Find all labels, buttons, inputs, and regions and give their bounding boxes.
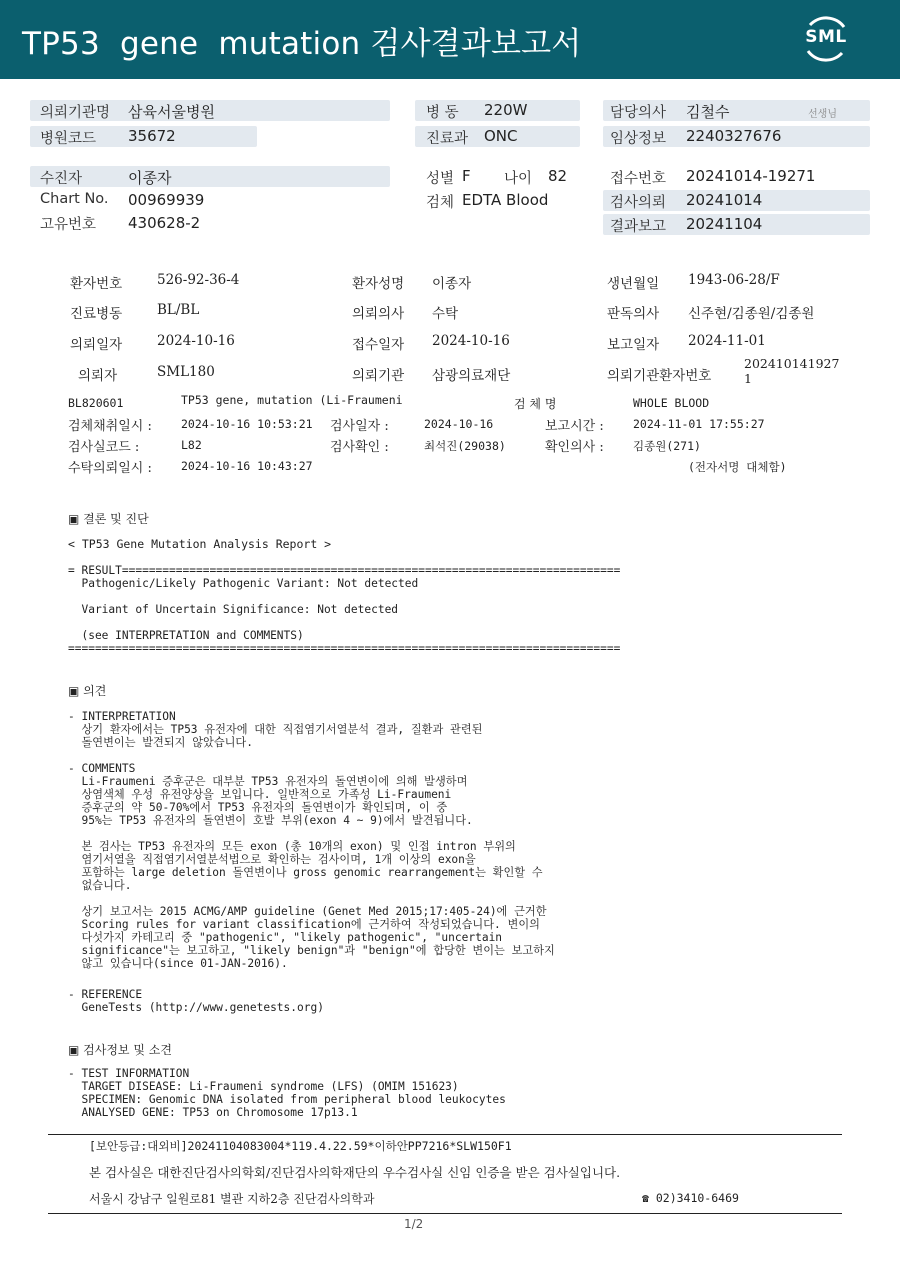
- test-date-label: 검사일자 :: [330, 419, 389, 434]
- hosp-code-value: 35672: [128, 127, 176, 145]
- esign-note: (전자서명 대체함): [688, 460, 787, 474]
- hospital-value: 삼육서울병원: [128, 103, 215, 121]
- section-conclusion-title: ▣ 결론 및 진단: [68, 512, 149, 526]
- ward2-value: BL/BL: [157, 302, 200, 318]
- pname-value: 이종자: [432, 276, 472, 292]
- pid-label: 환자번호: [70, 276, 123, 292]
- address-line: 서울시 강남구 일원로81 별관 지하2층 진단검사의학과: [89, 1192, 375, 1206]
- report-label: 결과보고: [610, 219, 667, 235]
- req-date-label: 의뢰일자: [70, 337, 123, 353]
- logo-text: SML: [805, 27, 847, 47]
- requester-label: 의뢰자: [78, 368, 118, 384]
- result-block: = RESULT========================================================================== Pathogenic/Likely Pathogenic Variant: Not detected Variant of Uncertain Significance: Not detected (see INTERPRETATION and COMMENTS) ==================================================================================: [68, 564, 621, 655]
- section-opinion-title: ▣ 의견: [68, 684, 107, 698]
- phone-line: ☎ 02)3410-6469: [642, 1191, 739, 1205]
- consign-value: 2024-10-16 10:43:27: [181, 459, 313, 473]
- pid-value: 526-92-36-4: [157, 272, 240, 288]
- sex-label: 성별: [426, 171, 455, 187]
- age-value: 82: [548, 167, 568, 185]
- read-doc-value: 신주현/김종원/김종원: [688, 306, 815, 322]
- org-pid-value-2: 1: [744, 371, 752, 386]
- footer-bottom-divider: [48, 1213, 842, 1214]
- clinical-label: 임상정보: [610, 131, 667, 147]
- req-label: 검사의뢰: [610, 195, 667, 211]
- uid-value: 430628-2: [128, 214, 201, 232]
- recv-date-label: 접수일자: [352, 337, 405, 353]
- sml-logo: [800, 13, 852, 65]
- req-org-value: 삼광의료재단: [432, 368, 511, 384]
- rep-time-value: 2024-11-01 17:55:27: [633, 417, 765, 431]
- rep-date-label: 보고일자: [607, 337, 660, 353]
- patient-row: [30, 166, 390, 187]
- certification-line: 본 검사실은 대한진단검사의학회/진단검사의학재단의 우수검사실 신임 인증을 받은 검사실입니다.: [89, 1165, 621, 1180]
- specimen-label: 검체: [426, 195, 455, 211]
- confirm-doc-label: 확인의사 :: [545, 440, 604, 455]
- section-test-info-title: ▣ 검사정보 및 소견: [68, 1043, 172, 1057]
- report-header: [0, 0, 900, 79]
- clinical-value: 2240327676: [686, 127, 782, 145]
- consign-label: 수탁의뢰일시 :: [68, 461, 152, 476]
- receipt-value: 20241014-19271: [686, 167, 816, 185]
- read-doc-label: 판독의사: [607, 306, 660, 322]
- doctor-value: 김철수: [686, 103, 730, 121]
- req-value: 20241014: [686, 191, 763, 209]
- room-label: 검사실코드 :: [68, 440, 140, 455]
- dept-value: ONC: [484, 127, 518, 145]
- report-value: 20241104: [686, 215, 763, 233]
- org-pid-value-1: 202410141927: [744, 356, 840, 371]
- confirm-value: 최석진(29038): [424, 439, 506, 453]
- test-name: TP53 gene, mutation (Li-Fraumeni: [181, 393, 403, 407]
- ward2-label: 진료병동: [70, 306, 123, 322]
- rep-date-value: 2024-11-01: [688, 333, 766, 349]
- test-code: BL820601: [68, 396, 124, 410]
- page-number: 1/2: [404, 1217, 424, 1231]
- report-subtitle: < TP53 Gene Mutation Analysis Report >: [68, 537, 332, 551]
- doctor-label: 담당의사: [610, 105, 667, 121]
- patient-label: 수진자: [40, 171, 83, 187]
- sex-value: F: [462, 167, 471, 185]
- room-value: L82: [181, 438, 202, 452]
- confirm-doc-value: 김종원(271): [633, 439, 701, 453]
- req-doc-value: 수탁: [432, 306, 459, 322]
- dept-label: 진료과: [426, 131, 469, 147]
- comments-block: - COMMENTS Li-Fraumeni 증후군은 대부분 TP53 유전자의 돌연변이에 의해 발생하며 상염색체 우성 유전양상을 보입니다. 일반적으로 가족성 Li-Fraumeni 증후군의 약 50-70%에서 TP53 유전자의 돌연변이가 확인되며, 이 중 95%는 TP53 유전자의 돌연변이 호발 부위(exon 4 ~ 9)에서 발견됩니다. 본 검사는 TP53 유전자의 모든 exon (총 10개의 exon) 및 인접 intron 부위의 염기서열을 직접염기서열분석법으로 확인하는 검사이며, 1개 이상의 exon을 포함하는 large deletion 돌연변이나 gross genomic rearrangement는 확인할 수 없습니다. 상기 보고서는 2015 ACMG/AMP guideline (Genet Med 2015;17:405-24)에 근거한 Scoring rules for variant classification에 근거하여 작성되었습니다. 변이의 다섯가지 카테고리 중 "pathogenic", "likely pathogenic", "uncertain significance"는 보고하고, "likely benign"과 "benign"에 합당한 변이는 보고하지 않고 있습니다(since 01-JAN-2016).: [68, 762, 555, 970]
- spec-label: 검 체 명: [514, 397, 557, 411]
- chart-value: 00969939: [128, 191, 205, 209]
- test-info-block: - TEST INFORMATION TARGET DISEASE: Li-Fraumeni syndrome (LFS) (OMIM 151623) SPECIMEN: Genomic DNA isolated from peripheral blood leukocytes ANALYSED GENE: TP53 on Chromosome 17p13.1: [68, 1067, 506, 1119]
- specimen-value: EDTA Blood: [462, 191, 549, 209]
- req-org-label: 의뢰기관: [352, 368, 405, 384]
- report-title: TP53 gene mutation 검사결과보고서: [22, 26, 582, 62]
- patient-value: 이종자: [128, 169, 172, 187]
- interpretation-block: - INTERPRETATION 상기 환자에서는 TP53 유전자에 대한 직접염기서열분석 결과, 질환과 관련된 돌연변이는 발견되지 않았습니다.: [68, 710, 483, 749]
- pname-label: 환자성명: [352, 276, 405, 292]
- ward-value: 220W: [484, 101, 528, 119]
- dob-label: 생년월일: [607, 276, 660, 292]
- hosp-code-label: 병원코드: [40, 131, 97, 147]
- reference-block: - REFERENCE GeneTests (http://www.genetests.org): [68, 988, 324, 1014]
- org-pid-label: 의뢰기관환자번호: [607, 368, 712, 384]
- ward-label: 병 동: [426, 105, 459, 121]
- chart-label: Chart No.: [40, 191, 109, 207]
- age-label: 나이: [504, 171, 533, 187]
- test-date-value: 2024-10-16: [424, 417, 494, 431]
- security-line: [보안등급:대외비]20241104083004*119.4.22.59*이하안PP7216*SLW150F1: [89, 1139, 512, 1153]
- collect-value: 2024-10-16 10:53:21: [181, 417, 313, 431]
- doctor-suffix: 선생님: [808, 109, 837, 120]
- recv-date-value: 2024-10-16: [432, 333, 510, 349]
- uid-label: 고유번호: [40, 217, 97, 233]
- footer-top-divider: [48, 1134, 842, 1135]
- receipt-label: 접수번호: [610, 171, 667, 187]
- dob-value: 1943-06-28/F: [688, 272, 780, 288]
- req-date-value: 2024-10-16: [157, 333, 235, 349]
- req-doc-label: 의뢰의사: [352, 306, 405, 322]
- collect-label: 검체채취일시 :: [68, 419, 152, 434]
- spec-value: WHOLE BLOOD: [633, 396, 710, 410]
- hospital-label: 의뢰기관명: [40, 105, 111, 121]
- rep-time-label: 보고시간 :: [545, 419, 604, 434]
- confirm-label: 검사확인 :: [330, 440, 389, 455]
- requester-value: SML180: [157, 364, 215, 380]
